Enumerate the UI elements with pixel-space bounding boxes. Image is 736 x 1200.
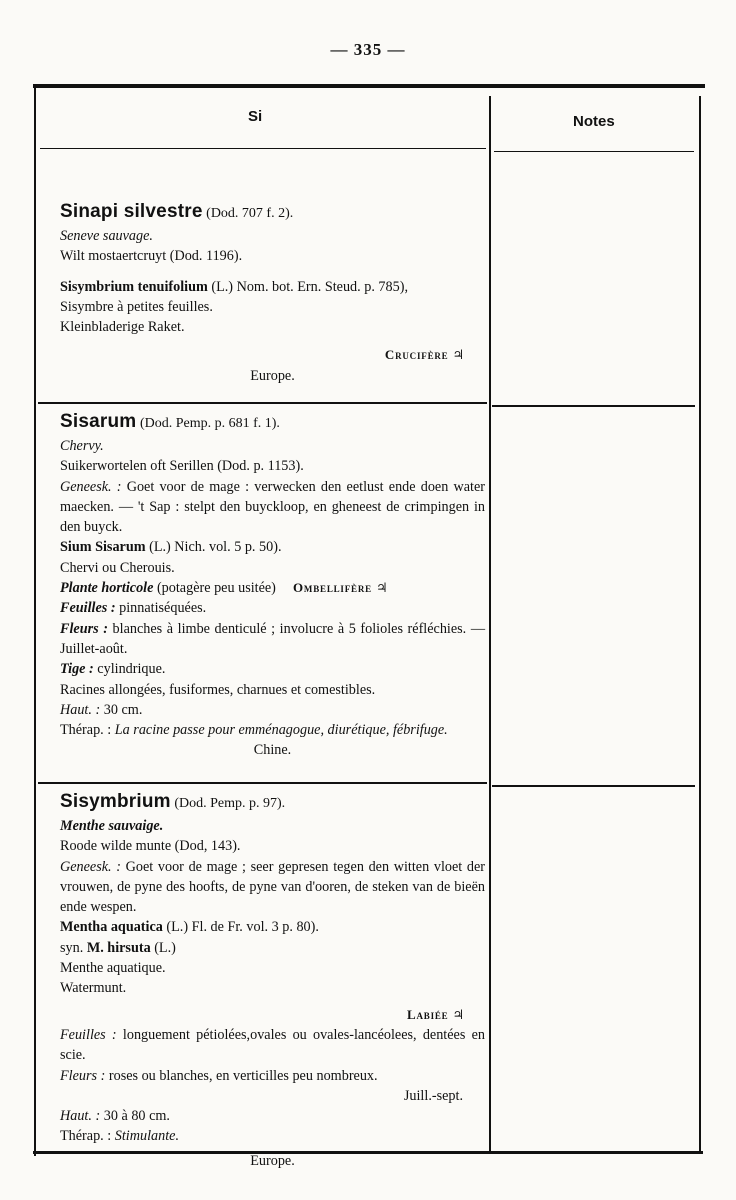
flemish-synonym: Watermunt. (60, 980, 127, 997)
stem-label: Tige : (60, 661, 94, 678)
roots-line: Racines allongées, fusiformes, charnues et comestibles. (60, 681, 376, 698)
latin-name: Sisymbrium tenuifolium (60, 278, 208, 295)
latin-ref: (L.) Nich. vol. 5 p. 50). (149, 539, 282, 556)
height-text: 30 à 80 cm. (103, 1108, 170, 1125)
latin-ref: (L.) Nom. bot. Ern. Steud. p. 785), (211, 278, 408, 295)
flowering-period: Juill.-sept. (403, 1087, 463, 1104)
family-label: Ombellifère ♃ (293, 580, 389, 596)
entry-title: Sisymbrium (60, 791, 171, 812)
latin-line (60, 917, 485, 937)
french-synonym: Menthe aquatique. (60, 960, 166, 977)
header-separator-right (494, 151, 694, 152)
height-line (60, 700, 485, 720)
syn-author: (L.) (154, 939, 176, 956)
entry-separator-2-right (492, 785, 695, 787)
flowers-label: Fleurs : (60, 620, 108, 637)
syn-label: syn. (60, 939, 84, 956)
flowers-paragraph (60, 619, 485, 660)
usage-line (60, 578, 485, 598)
header-separator-left (40, 148, 486, 149)
therapy-text: Stimulante. (114, 1128, 179, 1145)
therapy-paragraph (60, 720, 485, 740)
height-label: Haut. : (60, 1108, 101, 1125)
stem-text: cylindrique. (97, 661, 166, 678)
flowers-text: blanches à limbe denticulé ; involucre à 5 folioles réfléchies. — Juillet-août. (60, 620, 486, 657)
entry-separator-2-left (38, 782, 487, 784)
family-label: Labiée ♃ (407, 1006, 465, 1022)
flemish-name: Wilt mostaertcruyt (Dod. 1196). (60, 248, 243, 265)
usage-label: Plante horticole (60, 580, 154, 597)
synonym-line (60, 277, 485, 297)
table-left-border (34, 86, 36, 1156)
geneesk-label: Geneesk. : (60, 478, 122, 495)
geneesk-label: Geneesk. : (60, 858, 121, 875)
height-text: 30 cm. (103, 701, 143, 718)
family-label: Crucifère ♃ (384, 347, 465, 363)
geneesk-text: Goet voor de mage ; seer gepresen tegen den witten vloet der vrouwen, de pyne des hoofts, de pyne van d'ooren, de steken van de bieën ende wespen. (60, 858, 485, 916)
usage-text: (potagère peu usitée) (156, 580, 276, 597)
latin-line (60, 537, 485, 557)
origin: Europe. (250, 1152, 295, 1169)
entry-separator-1-left (38, 402, 487, 404)
entry-sisymbrium (60, 790, 485, 1171)
flowers-line (60, 1066, 485, 1086)
entry-title: Sisarum (60, 411, 137, 432)
french-name: Chervy. (60, 438, 104, 454)
page-number: — 335 — (330, 40, 406, 59)
entry-title: Sinapi silvestre (60, 201, 203, 222)
leaves-text: longuement pétiolées,ovales ou ovales-lancéolees, dentées en scie. (60, 1026, 485, 1064)
flemish-synonym: Kleinbladerige Raket. (60, 319, 185, 336)
latin-name: Sium Sisarum (60, 539, 146, 556)
therapy-label: Thérap. : (60, 722, 112, 739)
height-label: Haut. : (60, 701, 101, 718)
flemish-name: Roode wilde munte (Dod, 143). (60, 838, 241, 855)
leaves-label: Feuilles : (60, 600, 116, 617)
synonym-line (60, 938, 485, 958)
latin-name: Mentha aquatica (60, 919, 163, 936)
entry-separator-1-right (492, 405, 695, 407)
french-synonym: Sisymbre à petites feuilles. (60, 298, 213, 315)
entry-title-ref: (Dod. Pemp. p. 97). (174, 796, 286, 811)
therapy-line (60, 1126, 485, 1146)
geneesk-text: Goet voor de mage : verwecken den eetlust ende doen water maecken. — 't Sap : stelpt den buyckloop, en gheneest de crimpingen in den buyck. (60, 478, 486, 536)
leaves-paragraph (60, 1025, 485, 1066)
table-top-border (33, 84, 705, 88)
height-line (60, 1106, 485, 1126)
flemish-name: Suikerwortelen oft Serillen (Dod. p. 1153). (60, 458, 304, 475)
table-right-border (699, 96, 701, 1154)
latin-ref: (L.) Fl. de Fr. vol. 3 p. 80). (166, 919, 319, 936)
origin: Europe. (250, 367, 295, 384)
flowers-label: Fleurs : (60, 1067, 106, 1084)
french-synonym: Chervi ou Cherouis. (60, 559, 175, 576)
leaves-label: Feuilles : (60, 1026, 117, 1043)
leaves-text: pinnatiséquées. (119, 600, 207, 617)
entry-sinapi (60, 200, 485, 386)
therapy-text: La racine passe pour emménagogue, diurétique, fébrifuge. (114, 722, 448, 739)
column-divider (489, 96, 491, 1154)
geneesk-paragraph (60, 857, 485, 918)
column-header-left: Si (248, 108, 263, 125)
origin: Chine. (253, 742, 292, 759)
french-name: Menthe sauvaige. (60, 818, 164, 834)
entry-title-ref: (Dod. 707 f. 2). (206, 206, 294, 221)
column-header-notes: Notes (573, 113, 615, 130)
flowers-text: roses ou blanches, en verticilles peu nombreux. (108, 1067, 378, 1084)
entry-title-ref: (Dod. Pemp. p. 681 f. 1). (139, 416, 280, 431)
leaves-line (60, 598, 485, 618)
geneesk-paragraph (60, 477, 485, 538)
entry-sisarum (60, 410, 485, 761)
stem-line (60, 659, 485, 679)
syn-latin-name: M. hirsuta (86, 939, 151, 956)
therapy-label: Thérap. : (60, 1128, 112, 1145)
french-name: Seneve sauvage. (60, 228, 153, 244)
